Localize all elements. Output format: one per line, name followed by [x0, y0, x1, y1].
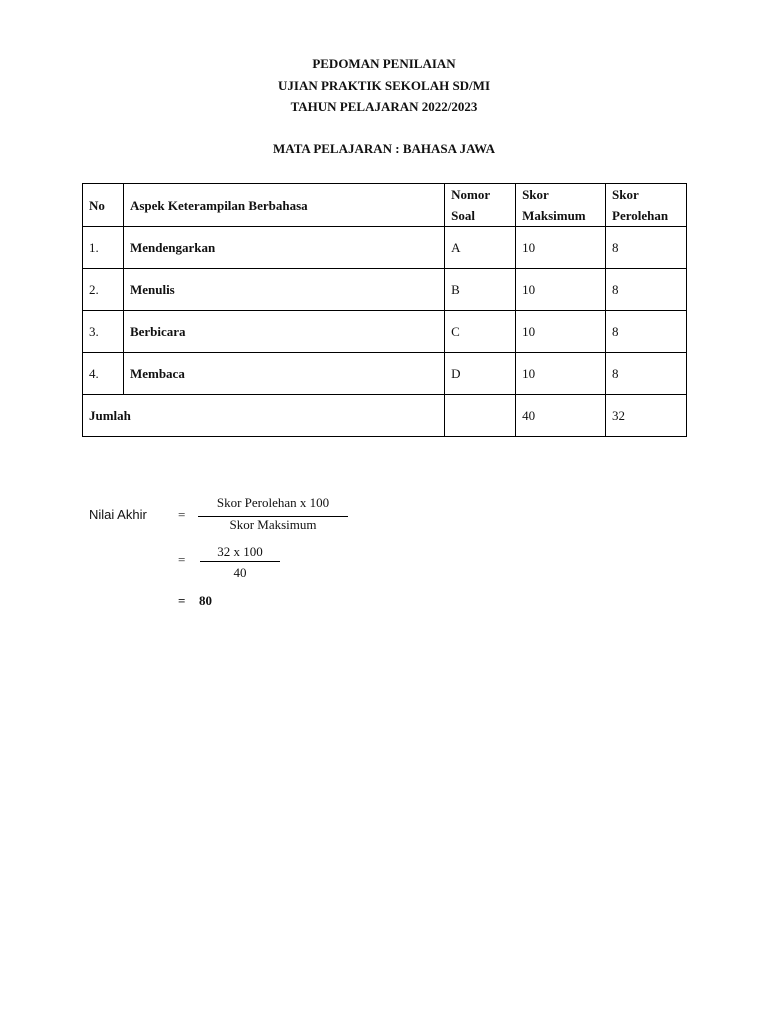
fraction-1-numerator: Skor Perolehan x 100 [216, 495, 330, 510]
fraction-2-bar [200, 561, 280, 562]
col-header-earned-line1: Skor [612, 187, 639, 202]
row-no: 4. [83, 353, 124, 395]
col-header-max-line2: Maksimum [522, 208, 586, 223]
row-no: 1. [83, 227, 124, 269]
row-earned-score: 8 [606, 311, 687, 353]
equals-sign-3: = [178, 593, 186, 608]
table-row [83, 311, 687, 353]
row-aspect: Menulis [123, 269, 444, 311]
table-header-row [83, 184, 687, 227]
col-header-question-line1: Nomor [451, 187, 491, 202]
col-header-max-score [516, 184, 606, 227]
row-earned-score: 8 [606, 227, 687, 269]
row-question: A [445, 227, 516, 269]
total-max-score: 40 [516, 395, 606, 437]
total-earned-score: 32 [606, 395, 687, 437]
row-max-score: 10 [516, 269, 606, 311]
row-no: 3. [83, 311, 124, 353]
col-header-question [445, 184, 516, 227]
row-aspect: Berbicara [123, 311, 444, 353]
equals-sign-2: = [178, 552, 186, 567]
final-score-result: 80 [199, 593, 212, 608]
final-score-label: Nilai Akhir [89, 507, 147, 522]
table-total-row [83, 395, 687, 437]
row-aspect: Mendengarkan [123, 227, 444, 269]
row-question: B [445, 269, 516, 311]
row-max-score: 10 [516, 227, 606, 269]
col-header-earned-score [606, 184, 687, 227]
fraction-2-numerator: 32 x 100 [217, 544, 263, 559]
subject-heading: MATA PELAJARAN : BAHASA JAWA [273, 141, 495, 156]
fraction-1-denominator: Skor Maksimum [229, 517, 317, 532]
col-header-question-line2: Soal [451, 208, 475, 223]
total-question [445, 395, 516, 437]
col-header-earned-line2: Perolehan [612, 208, 669, 223]
doc-title-line-2: UJIAN PRAKTIK SEKOLAH SD/MI [278, 78, 490, 93]
table-row [83, 269, 687, 311]
total-label: Jumlah [83, 395, 445, 437]
col-header-aspect: Aspek Keterampilan Berbahasa [123, 184, 444, 227]
doc-title-line-3: TAHUN PELAJARAN 2022/2023 [290, 99, 478, 114]
fraction-2-denominator: 40 [233, 565, 247, 580]
row-earned-score: 8 [606, 269, 687, 311]
row-aspect: Membaca [123, 353, 444, 395]
equals-sign-1: = [178, 507, 186, 522]
row-question: C [445, 311, 516, 353]
doc-title-line-1: PEDOMAN PENILAIAN [312, 56, 456, 71]
row-no: 2. [83, 269, 124, 311]
col-header-no: No [83, 184, 124, 227]
row-earned-score: 8 [606, 353, 687, 395]
score-table [82, 183, 687, 437]
row-question: D [445, 353, 516, 395]
table-row [83, 353, 687, 395]
row-max-score: 10 [516, 353, 606, 395]
table-row [83, 227, 687, 269]
row-max-score: 10 [516, 311, 606, 353]
col-header-max-line1: Skor [522, 187, 549, 202]
